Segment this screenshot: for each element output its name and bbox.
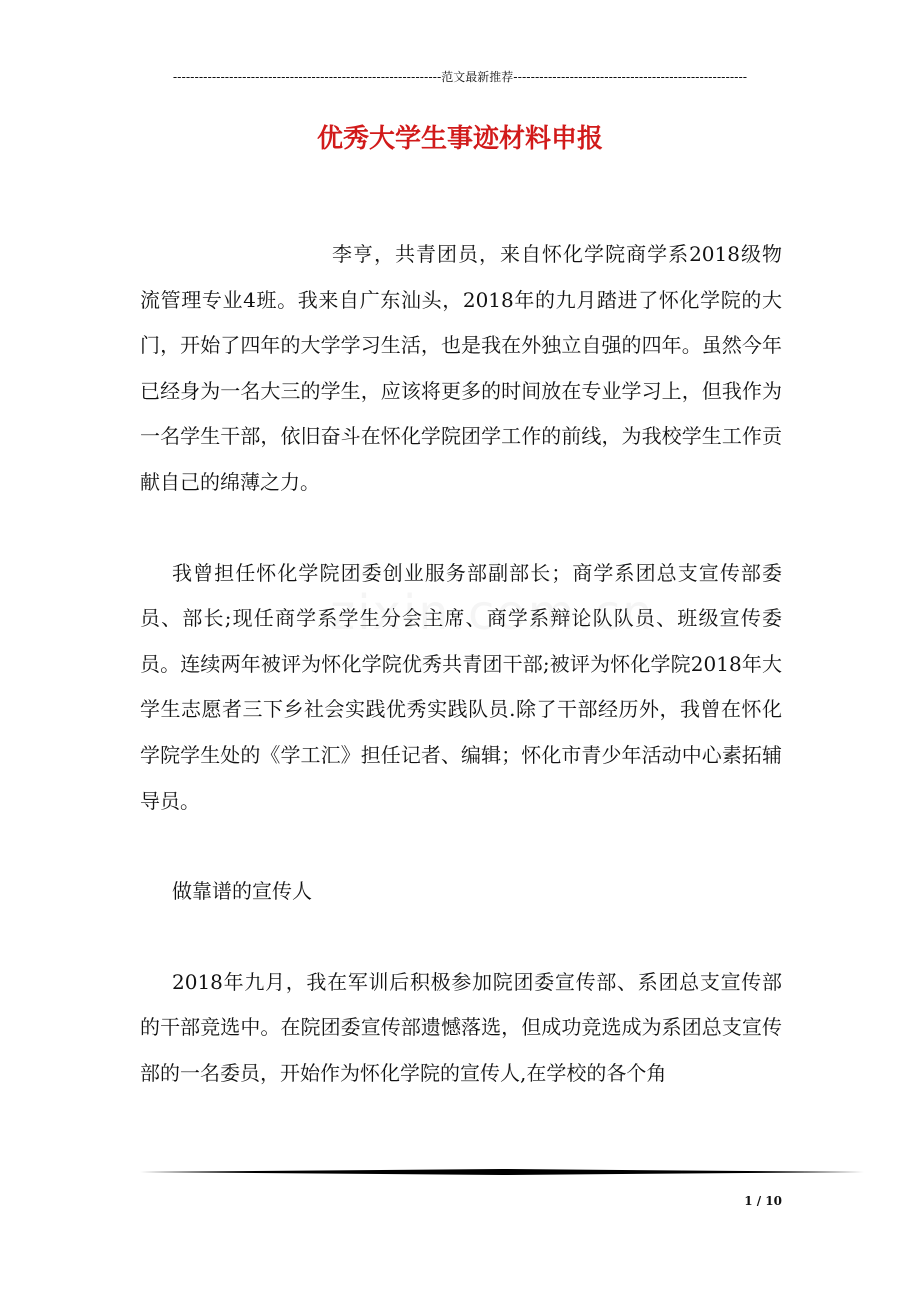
page-number: 1 / 10 bbox=[744, 1194, 782, 1208]
document-title: 优秀大学生事迹材料申报 bbox=[316, 124, 603, 154]
document-body bbox=[140, 232, 782, 1097]
footer-divider bbox=[140, 1169, 864, 1175]
paragraph-positions: 我曾担任怀化学院团委创业服务部副部长；商学系团总支宣传部委员、部长;现任商学系学生分会主席、商学系辩论队队员、班级宣传委员。连续两年被评为怀化学院优秀共青团干部;被评为怀化学院2018年大学生志愿者三下乡社会实践优秀实践队员.除了干部经历外，我曾在怀化学院学生处的《学工汇》担任记者、编辑；怀化市青少年活动中心素拓辅导员。 bbox=[140, 560, 782, 813]
paragraph-intro: 李亨，共青团员，来自怀化学院商学系2018级物流管理专业4班。我来自广东汕头，2018年的九月踏进了怀化学院的大门，开始了四年的大学学习生活，也是我在外独立自强的四年。虽然今年已经身为一名大三的学生，应该将更多的时间放在专业学习上，但我作为一名学生干部，依旧奋斗在怀化学院团学工作的前线，为我校学生工作贡献自己的绵薄之力。 bbox=[140, 242, 782, 494]
running-header: --------------------------------------------------------------范文最新推荐------------------------------------------------------ bbox=[172, 70, 748, 84]
paragraph-publicity: 2018年九月，我在军训后积极参加院团委宣传部、系团总支宣传部的干部竞选中。在院团委宣传部遗憾落选，但成功竞选成为系团总支宣传部的一名委员，开始作为怀化学院的宣传人,在学校的各个角 bbox=[140, 969, 782, 1085]
section-heading: 做靠谱的宣传人 bbox=[172, 879, 312, 904]
